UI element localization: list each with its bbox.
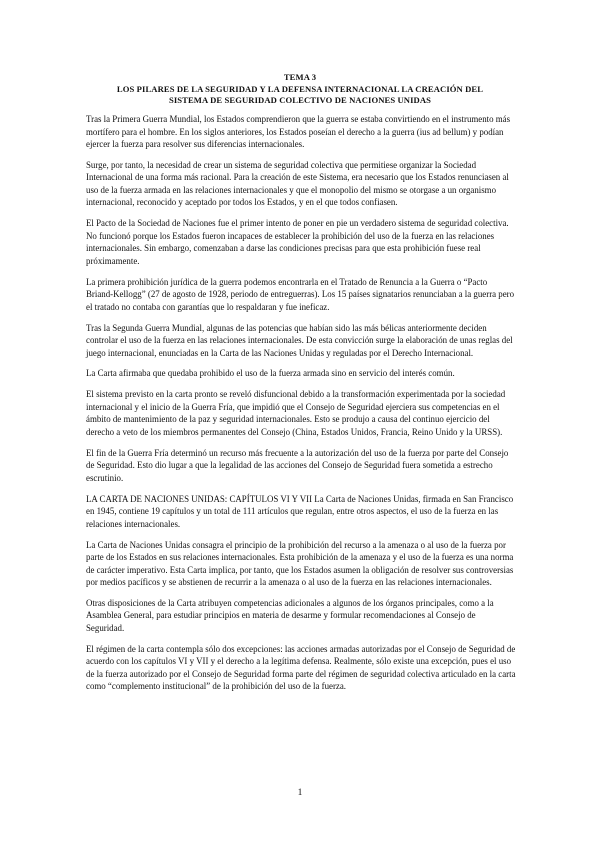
paragraph: El Pacto de la Sociedad de Naciones fue el primer intento de poner en pie un verdadero sistema de seguridad colectiva. No funcionó porque los Estados fueron incapaces de establecer la prohibición del uso de la fuerza en las relaciones internacionales. Sin embargo, comenzaban a darse las condiciones precisas para que esta prohibición fuese real próximamente.: [86, 218, 509, 266]
paragraph: Tras la Segunda Guerra Mundial, algunas de las potencias que habían sido las más bélicas anteriormente deciden controlar el uso de la fuerza en las relaciones internacionales. De esta convicción surge la elaboración de unas reglas del juego internacional, enunciadas en la Carta de las Naciones Unidas y reguladas por el Derecho Internacional.: [86, 322, 513, 358]
paragraph: Surge, por tanto, la necesidad de crear un sistema de seguridad colectiva que permitiese organizar la Sociedad Internacional de una forma más racional. Para la creación de este Sistema, era necesario que los Estados renunciasen al uso de la fuerza armada en las relaciones internacionales y que el monopolio del mismo se otorgase a un organismo internacional, reconocido y aceptado por todos los Estados, y en el que todos confiasen.: [86, 159, 509, 208]
title-line-1: LOS PILARES DE LA SEGURIDAD Y LA DEFENSA INTERNACIONAL LA CREACIÓN DEL: [116, 83, 484, 94]
paragraph: La Carta afirmaba que quedaba prohibido el uso de la fuerza armada sino en servicio del interés común.: [86, 368, 455, 379]
topic-label: TEMA 3: [283, 72, 317, 82]
paragraph: La primera prohibición jurídica de la guerra podemos encontrarla en el Tratado de Renuncia a la Guerra o “Pacto Briand-Kellogg” (27 de agosto de 1928, periodo de entreguerras). Los 15 países signatarios renunciaban a la guerra pero el tratado no contaba con garantías que lo respaldaran y fue ineficaz.: [86, 276, 515, 312]
document-body: [86, 113, 516, 701]
paragraph: LA CARTA DE NACIONES UNIDAS: CAPÍTULOS VI Y VII La Carta de Naciones Unidas, firmada en San Francisco en 1945, contiene 19 capítulos y un total de 111 artículos que regulan, entre otros aspectos, el uso de la fuerza en las relaciones internacionales.: [86, 493, 514, 529]
paragraph: El régimen de la carta contempla sólo dos excepciones: las acciones armadas autorizadas por el Consejo de Seguridad de acuerdo con los capítulos VI y VII y el derecho a la legítima defensa. Realmente, sólo existe una excepción, pues el uso de la fuerza autorizado por el Consejo de Seguridad forma parte del régimen de seguridad colectiva articulado en la carta como “complemento institucional” de la prohibición del uso de la fuerza.: [86, 643, 516, 692]
title-line-2: SISTEMA DE SEGURIDAD COLECTIVO DE NACIONES UNIDAS: [168, 95, 432, 106]
paragraph: Otras disposiciones de la Carta atribuyen competencias adicionales a algunos de los órganos principales, como a la Asamblea General, para estudiar principios en materia de desarme y formular recomendaciones al Consejo de Seguridad.: [86, 597, 494, 633]
paragraph: Tras la Primera Guerra Mundial, los Estados comprendieron que la guerra se estaba convirtiendo en el instrumento más mortífero para el hombre. En los siglos anteriores, los Estados poseían el derecho a la guerra (ius ad bellum) y podían ejercer la fuerza para resolver sus diferencias internacionales.: [86, 114, 511, 149]
paragraph: La Carta de Naciones Unidas consagra el principio de la prohibición del recurso a la amenaza o al uso de la fuerza por parte de los Estados en sus relaciones internacionales. Esta prohibición de la amenaza y el uso de la fuerza es una norma de carácter imperativo. Esta Carta implica, por tanto, que los Estados asumen la obligación de resolver sus controversias por medios pacíficos y se abstienen de recurrir a la amenaza o al uso de la fuerza en las relaciones internacionales.: [86, 539, 514, 588]
paragraph: El fin de la Guerra Fría determinó un recurso más frecuente a la autorización del uso de la fuerza por parte del Consejo de Seguridad. Esto dio lugar a que la legalidad de las acciones del Consejo de Seguridad fuera sometida a estrecho escrutinio.: [86, 447, 509, 483]
document-header: [86, 72, 514, 107]
page-number: 1: [297, 788, 303, 798]
paragraph: El sistema previsto en la carta pronto se reveló disfuncional debido a la transformación experimentada por la sociedad internacional y el inicio de la Guerra Fría, que impidió que el Consejo de Seguridad ejerciera sus competencias en el ámbito de mantenimiento de la paz y seguridad internacionales. Esto se produjo a causa del continuo ejercicio del derecho a veto de los miembros permanentes del Consejo (China, Estados Unidos, Francia, Reino Unido y la URSS).: [86, 389, 506, 437]
